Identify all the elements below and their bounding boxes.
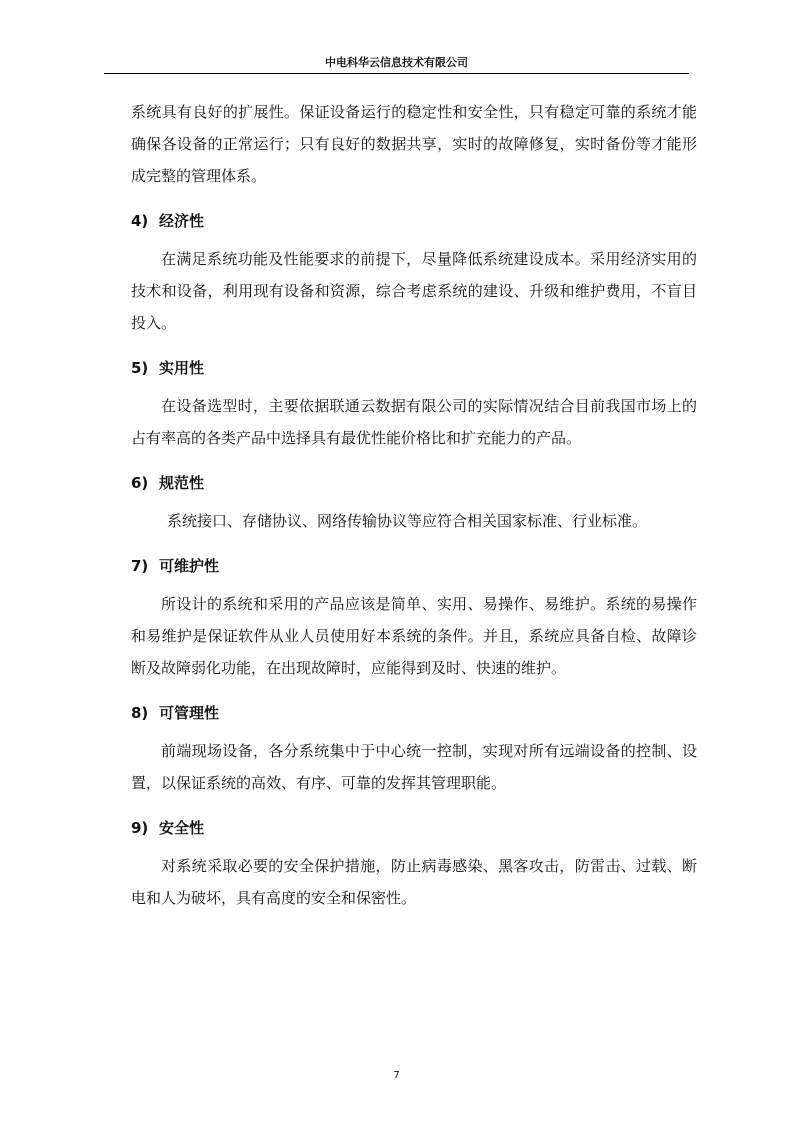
section-heading-standardization (131, 473, 697, 493)
section-heading-maintainability (131, 556, 697, 576)
section-paragraph-economy: 在满足系统功能及性能要求的前提下，尽量降低系统建设成本。采用经济实用的技术和设备，利用现有设备和资源，综合考虑系统的建设、升级和维护费用，不盲目投入。 (131, 250, 697, 332)
section-number: 5) (131, 359, 149, 377)
section-number: 9) (131, 819, 149, 837)
section-heading-manageability (131, 703, 697, 723)
section-number: 7) (131, 557, 149, 575)
page-header: 中电科华云信息技术有限公司 (325, 56, 468, 69)
section-paragraph-security: 对系统采取必要的安全保护措施，防止病毒感染、黑客攻击，防雷击、过载、断电和人为破坏，具有高度的安全和保密性。 (131, 857, 697, 907)
section-title: 可维护性 (159, 557, 220, 575)
section-title: 规范性 (159, 474, 205, 492)
section-paragraph-practicality: 在设备选型时，主要依据联通云数据有限公司的实际情况结合目前我国市场上的占有率高的各类产品中选择具有最优性能价格比和扩充能力的产品。 (131, 397, 697, 447)
section-number: 4) (131, 212, 149, 230)
section-heading-practicality (131, 358, 697, 378)
intro-paragraph: 系统具有良好的扩展性。保证设备运行的稳定性和安全性，只有稳定可靠的系统才能确保各设备的正常运行；只有良好的数据共享，实时的故障修复，实时备份等才能形成完整的管理体系。 (131, 103, 697, 185)
section-heading-security (131, 818, 697, 838)
section-title: 经济性 (159, 212, 205, 230)
section-number: 6) (131, 474, 149, 492)
section-paragraph-maintainability: 所设计的系统和采用的产品应该是简单、实用、易操作、易维护。系统的易操作和易维护是保证软件从业人员使用好本系统的条件。并且，系统应具备自检、故障诊断及故障弱化功能，在出现故障时，应能得到及时、快速的维护。 (131, 595, 697, 677)
page-number: 7 (393, 1070, 400, 1081)
header-rule (104, 73, 689, 74)
section-paragraph-manageability: 前端现场设备，各分系统集中于中心统一控制，实现对所有远端设备的控制、设置，以保证系统的高效、有序、可靠的发挥其管理职能。 (131, 742, 697, 792)
section-heading-economy (131, 211, 697, 231)
document-body (131, 96, 697, 914)
section-number: 8) (131, 704, 149, 722)
section-title: 可管理性 (159, 704, 220, 722)
section-title: 实用性 (159, 359, 205, 377)
section-paragraph-standardization: 系统接口、存储协议、网络传输协议等应符合相关国家标准、行业标准。 (167, 512, 648, 530)
section-title: 安全性 (159, 819, 205, 837)
